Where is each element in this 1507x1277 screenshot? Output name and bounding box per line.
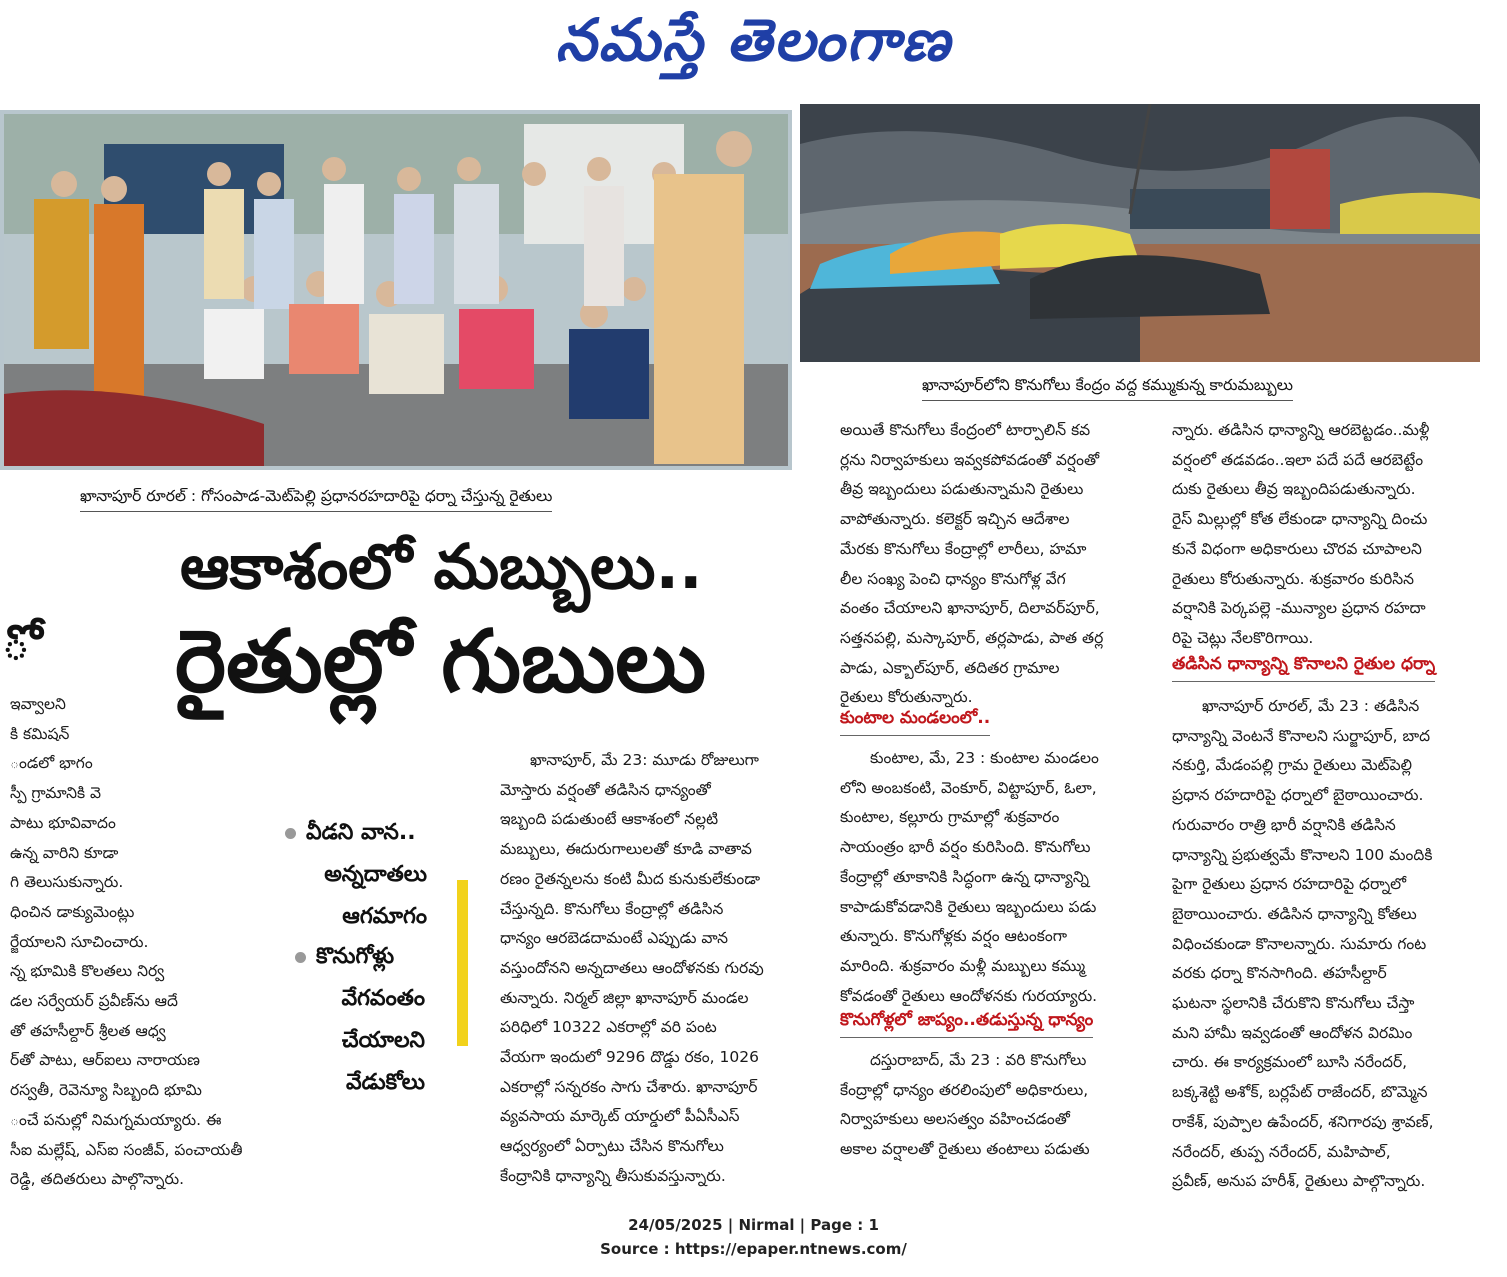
headline-line-1: ఆకాశంలో మబ్బులు..: [180, 530, 703, 603]
yellow-accent-bar: [457, 880, 468, 1046]
highlight-line: చేయాలని: [341, 1028, 425, 1053]
text-line: ంచే పనుల్లో నిమగ్నమయ్యారు. ఈ: [10, 1110, 222, 1129]
text-line: మేరకు కొనుగోలు కేంద్రాల్లో లారీలు, హమా: [840, 539, 1087, 558]
highlight-line: వేగవంతం: [341, 986, 425, 1011]
highlight-line: ఆగమాగం: [342, 904, 427, 929]
text-line: మారింది. శుక్రవారం మళ్లీ మబ్బులు కమ్ము: [840, 956, 1086, 975]
text-line: కేంద్రాల్లో ధాన్యం తరలింపులో అధికారులు,: [840, 1080, 1089, 1099]
text-line: వర్షానికి పెర్కపల్లె -మున్యాల ప్రధాన రహదా: [1172, 599, 1426, 618]
text-line: సీఐ మల్లేష్, ఎస్‌ఐ సంజీవ్, పంచాయతీ: [10, 1140, 243, 1159]
text-line: సత్తనపల్లి, మస్కాపూర్, తర్లపాడు, పాత తర్ల: [840, 628, 1104, 647]
text-line: నిర్వాహకులు అలసత్వం వహించడంతో: [840, 1110, 1070, 1129]
subheading-kuntala: కుంటాల మండలంలో..: [840, 708, 990, 736]
highlight-line: వేడుకోలు: [346, 1070, 425, 1095]
text-line: ఎకరాల్లో సన్నరకం సాగు చేశారు. ఖానాపూర్: [500, 1077, 758, 1096]
text-line: వాపోతున్నారు. కలెక్టర్ ఇచ్చిన ఆదేశాల: [840, 510, 1070, 529]
text-line: ధాన్యం ఆరబెడదామంటే ఎప్పుడు వాన: [500, 929, 728, 948]
text-line: వంతం చేయాలని ఖానాపూర్, దిలావర్‌పూర్,: [840, 599, 1100, 618]
text-line: విధించకుండా కొనాలన్నారు. సుమారు గంట: [1172, 934, 1427, 953]
text-line: ప్రధాన రహదారిపై ధర్నాలో బైఠాయించారు.: [1172, 786, 1424, 805]
text-line: న్న భూమికి కొలతలు నిర్వ: [10, 962, 165, 981]
text-line: బక్కశెట్టి అశోక్, బర్లపేట్ రాజేందర్, బొమ్మెన: [1172, 1083, 1428, 1102]
text-line: తున్నారు. కొనుగోళ్లకు వర్షం ఆటంకంగా: [840, 927, 1067, 946]
sidebar-highlight-1: [285, 812, 445, 938]
text-line: తీవ్ర ఇబ్బందులు పడుతున్నామని రైతులు: [840, 480, 1084, 499]
text-line: రిపై చెట్లు నేలకొరిగాయి.: [1172, 628, 1314, 647]
text-line: చేస్తున్నది. కొనుగోలు కేంద్రాల్లో తడిసిన: [500, 899, 724, 918]
text-line: మోస్తారు వర్షంతో తడిసిన ధాన్యంతో: [500, 780, 711, 799]
middle-story-column: [840, 416, 1150, 713]
text-line: నరేందర్, తుప్ప నరేందర్, మహిపాల్,: [1172, 1142, 1391, 1161]
text-line: కాపాడుకోవడానికి రైతులు ఇబ్బందులు పడు: [840, 897, 1097, 916]
text-line: లీల సంఖ్య పెంచి ధాన్యం కొనుగోళ్ల వేగ: [840, 569, 1066, 588]
left-story-column: [0, 690, 250, 1195]
right-story-column: [1172, 416, 1480, 654]
text-line: సాయంత్రం భారీ వర్షం కురిసింది. కొనుగోలు: [840, 838, 1091, 857]
text-line: ధాన్యాన్ని ప్రభుత్వమే కొనాలని 100 మందికి: [1172, 845, 1433, 864]
bullet-icon: [285, 828, 296, 839]
text-line: పాడు, ఎక్బాల్‌పూర్, తదితర గ్రామాల: [840, 658, 1060, 677]
text-line: పరిధిలో 10322 ఎకరాల్లో వరి పంట: [500, 1018, 717, 1037]
photo-farmers-protest: [0, 110, 792, 470]
text-line: వరకు ధర్నా కొనసాగింది. తహసీల్దార్: [1172, 964, 1387, 983]
highlight-line: కొనుగోళ్లు: [316, 944, 395, 969]
highlight-line: వీడని వాన..: [306, 820, 416, 845]
text-line: అయితే కొనుగోలు కేంద్రంలో టార్పాలిన్ కవ: [840, 421, 1091, 439]
bullet-icon: [295, 952, 306, 963]
text-line: ఉన్న వారిని కూడా: [10, 843, 119, 862]
text-line: వస్తుందోనని అన్నదాతలు ఆందోళనకు గురవు: [500, 958, 764, 977]
text-line: రణం రైతన్నలను కంటి మీద కునుకులేకుండా: [500, 869, 761, 888]
text-line: దుకు రైతులు తీవ్ర ఇబ్బందిపడుతున్నారు.: [1172, 480, 1416, 499]
headline-line-2: రైతుల్లో గుబులు: [175, 612, 706, 712]
text-line: గి తెలుసుకున్నారు.: [10, 873, 124, 892]
text-line: అకాల వర్షాలతో రైతులు తంటాలు పడుతు: [840, 1140, 1090, 1159]
text-line: ప్రవీణ్, అనుప హరీశ్, రైతులు పాల్గొన్నారు.: [1172, 1172, 1426, 1191]
page-footer-source: Source : https://epaper.ntnews.com/: [600, 1240, 907, 1258]
text-line: తో తహసీల్దార్ శ్రీలత ఆధ్వ: [10, 1021, 166, 1040]
text-line: ర్జేయాలని సూచించారు.: [10, 932, 149, 951]
protest-photo-illustration: [4, 114, 788, 466]
text-line: రైతులు కోరుతున్నారు. శుక్రవారం కురిసిన: [1172, 569, 1415, 588]
text-line: పాటు భూవివాదం: [10, 813, 116, 832]
text-line: ర్‌తో పాటు, ఆర్‌ఐలు నారాయణ: [10, 1051, 200, 1070]
clouds-photo-illustration: [800, 104, 1480, 362]
kuntala-story-column: [840, 744, 1150, 1011]
text-line: కుంటాల, కల్లూరు గ్రామాల్లో శుక్రవారం: [840, 808, 1060, 827]
text-line: రస్వతీ, రెవెన్యూ సిబ్బంది భూమి: [10, 1081, 202, 1100]
text-line: ధించిన డాక్యుమెంట్లు: [10, 902, 135, 921]
text-line: వేయగా ఇందులో 9296 దొడ్డు రకం, 1026: [500, 1048, 759, 1067]
text-line: నకుర్తి, మేడంపల్లి గ్రామ రైతులు మెట్‌పెల్లి: [1172, 756, 1412, 775]
text-line: బైఠాయించారు. తడిసిన ధాన్యాన్ని కోతలు: [1172, 904, 1417, 923]
text-line: దస్తురాబాద్, మే 23 : వరి కొనుగోలు: [870, 1051, 1087, 1069]
text-line: న్నారు. తడిసిన ధాన్యాన్ని ఆరబెట్టడం..మళ్లీ: [1172, 421, 1430, 439]
text-line: ండలో భాగం: [10, 754, 93, 773]
text-line: ఆధ్వర్యంలో ఏర్పాటు చేసిన కొనుగోలు: [500, 1137, 724, 1156]
photo-caption-right: ఖానాపూర్‌లోని కొనుగోలు కేంద్రం వద్ద కమ్ముకున్న కారుమబ్బులు: [922, 376, 1293, 401]
main-story-column: [500, 746, 810, 1192]
text-line: ర్లను నిర్వాహకులు ఇవ్వకపోవడంతో వర్షంతో: [840, 450, 1100, 469]
text-line: పైగా రైతులు ప్రధాన రహదారిపై ధర్నాలో: [1172, 875, 1407, 894]
text-line: ఇవ్వాలని: [10, 695, 66, 713]
text-line: వ్యవసాయ మార్కెట్ యార్డులో పీఏసీఎస్: [500, 1107, 740, 1126]
text-line: డల సర్వేయర్ ప్రవీణ్‌ను ఆదే: [10, 992, 178, 1011]
text-line: స్పీ గ్రామానికి వె: [10, 784, 102, 803]
text-line: కేంద్రానికి ధాన్యాన్ని తీసుకువస్తున్నారు.: [500, 1166, 726, 1185]
text-line: రెడ్డి, తదితరులు పాల్గొన్నారు.: [10, 1170, 184, 1189]
text-line: రైతులు కోరుతున్నారు.: [840, 688, 973, 707]
masthead-logo: నమస్తే తెలంగాణ: [555, 6, 952, 74]
text-line: ఖానాపూర్, మే 23: మూడు రోజులుగా: [530, 751, 759, 769]
photo-dark-clouds: [800, 104, 1480, 362]
text-line: మబ్బులు, ఈదురుగాలులతో కూడి వాతావ: [500, 840, 752, 859]
cut-off-headline-glyph: ో: [2, 615, 30, 671]
text-line: కోవడంతో రైతులు ఆందోళనకు గురయ్యారు.: [840, 986, 1098, 1005]
page-footer-date: 24/05/2025 | Nirmal | Page : 1: [628, 1216, 879, 1234]
text-line: కి కమిషన్: [10, 724, 70, 743]
text-line: రాకేశ్, పుప్పాల ఉపేందర్, శనిగారపు శ్రావణ్,: [1172, 1112, 1434, 1131]
text-line: ఇబ్బంది పడుతుంటే ఆకాశంలో నల్లటి: [500, 810, 719, 829]
text-line: కునే విధంగా అధికారులు చొరవ చూపాలని: [1172, 539, 1422, 558]
sidebar-highlight-2: [295, 936, 445, 1104]
text-line: కేంద్రాల్లో తూకానికి సిద్ధంగా ఉన్న ధాన్యాన్ని: [840, 867, 1090, 886]
text-line: లోని అంబకంటి, వెంకూర్, విట్టాపూర్, ఓలా,: [840, 778, 1097, 797]
text-line: వర్షంలో తడవడం..ఇలా పదే పదే ఆరబెట్టేం: [1172, 450, 1424, 469]
text-line: కుంటాల, మే, 23 : కుంటాల మండలం: [870, 749, 1099, 767]
photo-caption-left: ఖానాపూర్ రూరల్ : గోసంపాడ-మెట్‌పెల్లి ప్రధానరహదారిపై ధర్నా చేస్తున్న రైతులు: [80, 487, 552, 512]
text-line: గురువారం రాత్రి భారీ వర్షానికి తడిసిన: [1172, 815, 1396, 834]
dasturabad-story-column: [840, 1046, 1150, 1165]
text-line: ఘటనా స్థలానికి చేరుకొని కొనుగోలు చేస్తా: [1172, 994, 1415, 1013]
subheading-procurement-delay: కొనుగోళ్లలో జాప్యం..తడుస్తున్న ధాన్యం: [840, 1010, 1093, 1038]
text-line: ధాన్యాన్ని వెంటనే కొనాలని సుర్జాపూర్, బాద: [1172, 726, 1431, 745]
text-line: ఖానాపూర్ రూరల్, మే 23 : తడిసిన: [1202, 697, 1420, 715]
highlight-line: అన్నదాతలు: [324, 862, 427, 887]
dharna-story-column: [1172, 692, 1480, 1197]
text-line: రైస్ మిల్లుల్లో కోత లేకుండా ధాన్యాన్ని దించు: [1172, 510, 1428, 529]
text-line: చారు. ఈ కార్యక్రమంలో బూసి నరేందర్,: [1172, 1053, 1408, 1072]
text-line: తున్నారు. నిర్మల్ జిల్లా ఖానాపూర్ మండల: [500, 988, 749, 1007]
subheading-farmers-dharna: తడిసిన ధాన్యాన్ని కొనాలని రైతుల ధర్నా: [1172, 654, 1435, 682]
text-line: మని హామీ ఇవ్వడంతో ఆందోళన విరమిం: [1172, 1023, 1413, 1042]
